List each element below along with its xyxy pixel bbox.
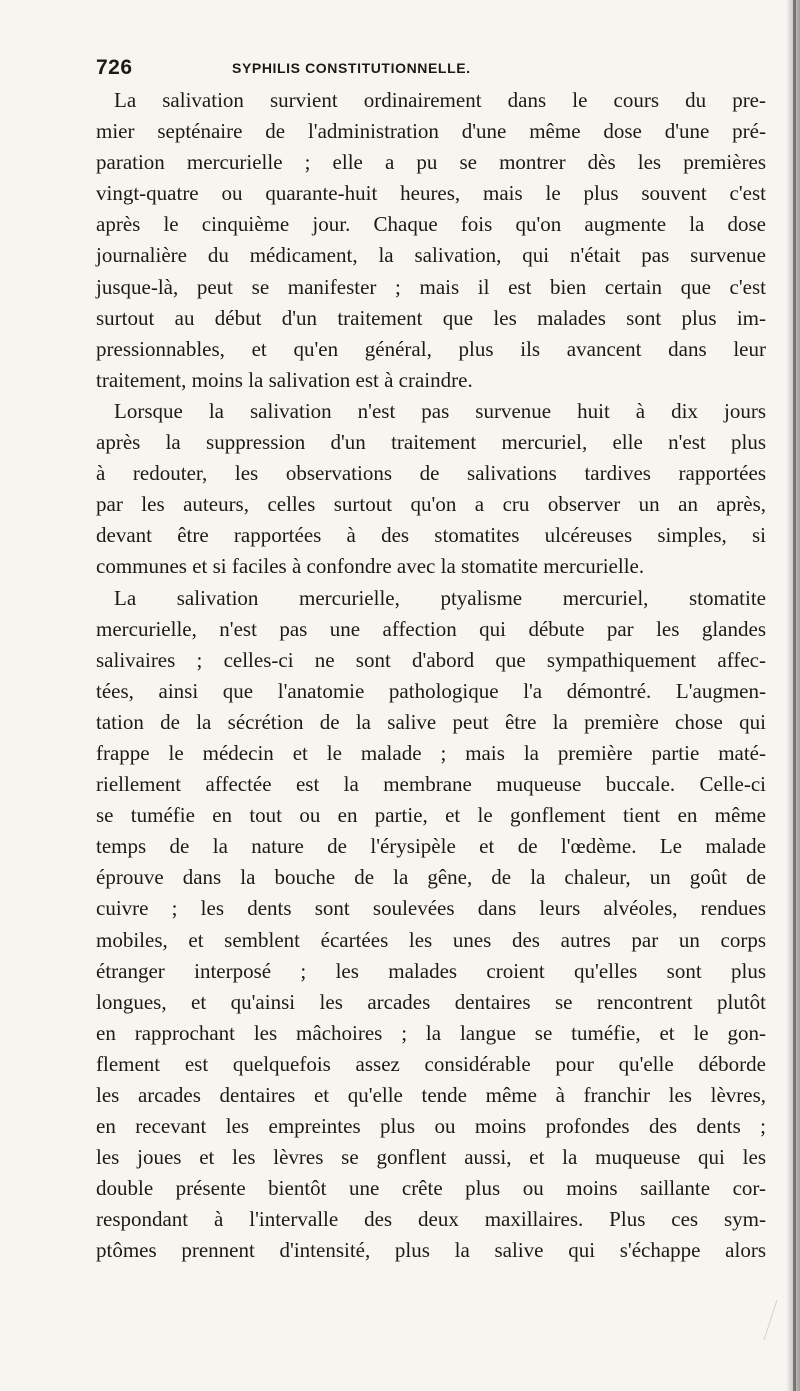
text-line: respondant à l'intervalle des deux maxillaires. Plus ces sym-	[96, 1207, 766, 1232]
text-line: mobiles, et semblent écartées les unes des autres par un corps	[96, 927, 766, 952]
text-line: se tuméfie en tout ou en partie, et le gonflement tient en même	[96, 803, 766, 828]
text-line: frappe le médecin et le malade ; mais la première partie maté-	[96, 740, 766, 765]
text-line: communes et si faciles à confondre avec la stomatite mercurielle.	[96, 554, 645, 579]
text-line: éprouve dans la bouche de la gêne, de la chaleur, un goût de	[96, 865, 766, 890]
text-line: double présente bientôt une crête plus ou moins saillante cor-	[96, 1176, 766, 1201]
text-line: Lorsque la salivation n'est pas survenue huit à dix jours	[114, 398, 766, 423]
text-line: tées, ainsi que l'anatomie pathologique l'a démontré. L'augmen-	[96, 678, 766, 703]
text-line: mercurielle, n'est pas une affection qui débute par les glandes	[96, 616, 766, 641]
page-number: 726	[96, 56, 133, 79]
text-line: paration mercurielle ; elle a pu se montrer dès les premières	[96, 150, 766, 175]
text-line: flement est quelquefois assez considérable pour qu'elle déborde	[96, 1051, 766, 1076]
text-line: étranger interposé ; les malades croient qu'elles sont plus	[96, 958, 766, 983]
text-line: les joues et les lèvres se gonflent aussi, et la muqueuse qui les	[96, 1145, 766, 1170]
text-line: jusque-là, peut se manifester ; mais il est bien certain que c'est	[96, 274, 766, 299]
text-line: La salivation survient ordinairement dans le cours du pre-	[114, 88, 766, 112]
text-line: en recevant les empreintes plus ou moins profondes des dents ;	[96, 1114, 766, 1139]
text-line: les arcades dentaires et qu'elle tende même à franchir les lèvres,	[96, 1083, 766, 1107]
text-line: longues, et qu'ainsi les arcades dentaires se rencontrent plutôt	[96, 989, 766, 1014]
text-line: mier septénaire de l'administration d'une même dose d'une pré-	[96, 119, 766, 144]
text-line: après le cinquième jour. Chaque fois qu'on augmente la dose	[96, 212, 766, 237]
text-line: ptômes prennent d'intensité, plus la salive qui s'échappe alors	[96, 1238, 766, 1263]
text-line: vingt-quatre ou quarante-huit heures, mais le plus souvent c'est	[96, 181, 766, 206]
text-line: temps de la nature de l'érysipèle et de l'œdème. Le malade	[96, 834, 766, 859]
text-line: cuivre ; les dents sont soulevées dans leurs alvéoles, rendues	[96, 896, 766, 921]
body-text	[96, 85, 766, 1267]
page-edge-line	[793, 0, 796, 1391]
text-line: salivaires ; celles-ci ne sont d'abord que sympathiquement affec-	[96, 647, 766, 672]
text-line: par les auteurs, celles surtout qu'on a cru observer un an après,	[96, 492, 766, 517]
text-line: en rapprochant les mâchoires ; la langue se tuméfie, et le gon-	[96, 1020, 766, 1045]
text-line: à redouter, les observations de salivations tardives rapportées	[96, 461, 766, 486]
text-line: traitement, moins la salivation est à craindre.	[96, 367, 473, 392]
text-line: surtout au début d'un traitement que les malades sont plus im-	[96, 305, 766, 330]
text-line: devant être rapportées à des stomatites ulcéreuses simples, si	[96, 523, 766, 548]
page-header	[96, 56, 746, 86]
text-line: après la suppression d'un traitement mercuriel, elle n'est plus	[96, 430, 766, 455]
text-line: La salivation mercurielle, ptyalisme mercuriel, stomatite	[114, 585, 766, 610]
running-head: SYPHILIS CONSTITUTIONNELLE.	[232, 60, 471, 76]
text-line: journalière du médicament, la salivation, qui n'était pas survenue	[96, 243, 766, 268]
text-line: riellement affectée est la membrane muqueuse buccale. Celle-ci	[96, 772, 766, 797]
text-line: tation de la sécrétion de la salive peut être la première chose qui	[96, 709, 766, 734]
text-line: pressionnables, et qu'en général, plus ils avancent dans leur	[96, 336, 766, 361]
